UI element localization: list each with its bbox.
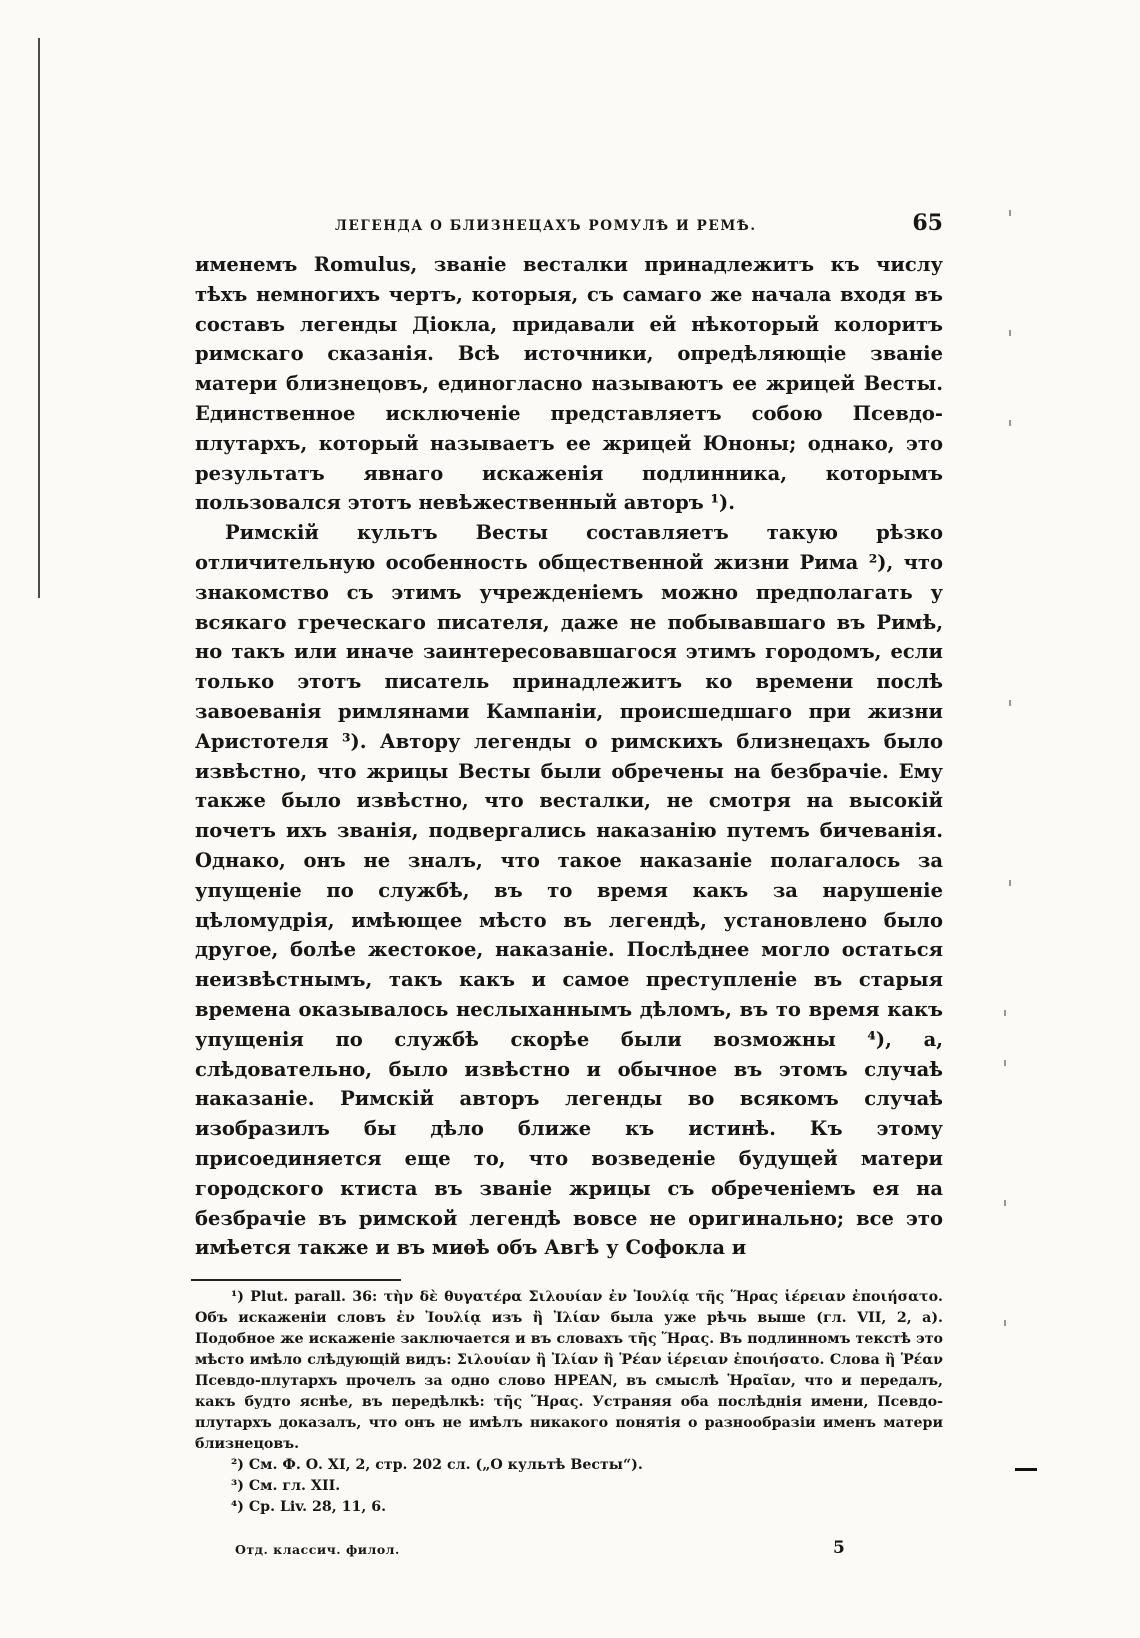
speck [1004,1010,1006,1016]
speck [1009,880,1011,886]
main-text [195,250,943,1263]
footnotes [195,1287,943,1518]
footnote-4: ⁴) Ср. Liv. 28, 11, 6. [231,1499,387,1516]
binding-edge-line [38,38,40,598]
signature-sheet-number: 5 [833,1538,845,1559]
book-page [195,200,943,1572]
printer-signature [195,1532,943,1572]
speck [1009,210,1011,216]
footnote-separator [191,1279,401,1281]
speck [1004,1320,1006,1326]
footnote-2: ²) См. Ф. О. XI, 2, стр. 202 сл. („О культѣ Весты“). [231,1457,643,1474]
paragraph-2: Римскій культъ Весты составляетъ такую рѣзко отличительную особенность общественной жизни Рима ²), что знакомство съ этимъ учрежденіемъ можно предполагать у всякаго греческаго писателя, даже не побывавшаго въ Римѣ, но такъ или иначе заинтересовавшагося этимъ городомъ, если только этотъ писатель принадлежитъ ко времени послѣ завоеванія римлянами Кампаніи, происшедшаго при жизни Аристотеля ³). Автору легенды о римскихъ близнецахъ было извѣстно, что жрицы Весты были обречены на безбрачіе. Ему также было извѣстно, что весталки, не смотря на высокій почетъ ихъ званія, подвергались наказанію путемъ бичеванія. Однако, онъ не зналъ, что такое наказаніе полагалось за упущеніе по службѣ, въ то время какъ за нарушеніе цѣломудрія, имѣющее мѣсто въ легендѣ, установлено было другое, болѣе жестокое, наказаніе. Послѣднее могло остаться неизвѣстнымъ, такъ какъ и самое преступленіе въ старыя времена оказывалось неслыханнымъ дѣломъ, въ то время какъ упущенія по службѣ скорѣе были возможны ⁴), а, слѣдовательно, было извѣстно и обычное въ этомъ случаѣ наказаніе. Римскій авторъ легенды во всякомъ случаѣ изобразилъ бы дѣло ближе къ истинѣ. Къ этому присоединяется еще то, что возведеніе будущей матери городского ктиста въ званіе жрицы съ обреченіемъ ея на безбрачіе въ римской легендѣ вовсе не оригинально; все это имѣется также и въ миѳѣ объ Авгѣ у Софокла и [195,521,943,1260]
speck [1009,330,1011,336]
speck [1009,700,1011,706]
speck [1004,1200,1006,1206]
speck [1004,1060,1006,1066]
paragraph-1: именемъ Romulus, званіе весталки принадлежитъ къ числу тѣхъ немногихъ чертъ, которыя, съ самаго же начала входя въ составъ легенды Діокла, придавали ей нѣкоторый колоритъ римскаго сказанія. Всѣ источники, опредѣляющіе званіе матери близнецовъ, единогласно называютъ ее жрицей Весты. Единственное исключеніе представляетъ собою Псевдо-плутархъ, который называетъ ее жрицей Юноны; однако, это результатъ явнаго искаженія подлинника, которымъ пользовался этотъ невѣжественный авторъ ¹). [195,253,943,515]
margin-dash-mark [1015,1468,1037,1471]
header-title: ЛЕГЕНДА О БЛИЗНЕЦАХЪ РОМУЛѢ И РЕМѢ. [335,218,757,234]
speck [1009,420,1011,426]
signature-section: Отд. классич. филол. [235,1542,400,1558]
footnote-1: ¹) Plut. parall. 36: τὴν δὲ θυγατέρα Σιλουίαν ἐν Ἰουλίᾳ τῆς Ἥρας ἱέρειαν ἐποιήσατο. Объ искаженіи словъ ἐν Ἰουλίᾳ изъ ἢ Ἰλίαν была уже рѣчь выше (гл. VII, 2, а). Подобное же искаженіе заключается и въ словахъ τῆς Ἥρας. Въ подлинномъ текстѣ это мѣсто имѣло слѣдующій видъ: Σιλουίαν ἢ Ἰλίαν ἢ Ῥέαν ἱέρειαν ἐποιήσατο. Слова ἢ Ῥέαν Псевдо-плутархъ прочелъ за одно слово ΗΡΕΑΝ, въ смыслѣ Ἡραῖαν, что и передалъ, какъ будто яснѣе, въ передѣлкѣ: τῆς Ἥρας. Устраняя оба послѣднія имени, Псевдо-плутархъ доказалъ, что онъ не имѣлъ никакого понятія о разнообразіи именъ матери близнецовъ. [195,1289,943,1453]
running-header [195,200,943,240]
footnote-3: ³) См. гл. XII. [231,1478,341,1495]
page-number: 65 [912,210,943,236]
